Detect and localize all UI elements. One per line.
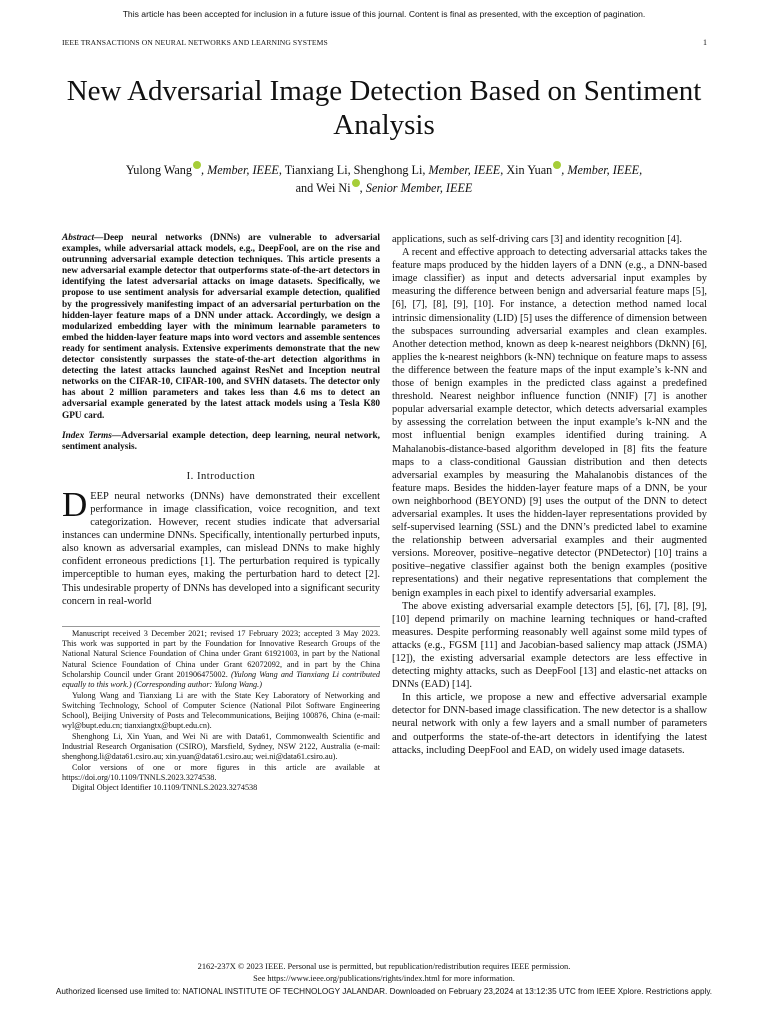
abstract-label: Abstract [62, 233, 95, 243]
footnote-manuscript [62, 629, 380, 691]
running-header-journal: IEEE TRANSACTIONS ON NEURAL NETWORKS AND LEARNING SYSTEMS [62, 38, 328, 47]
index-terms [62, 431, 380, 453]
author-name: and Wei Ni [295, 181, 351, 195]
body-paragraph: applications, such as self-driving cars [3] and identity recognition [4]. [392, 234, 682, 245]
paper-title: New Adversarial Image Detection Based on Sentiment Analysis [66, 75, 702, 141]
copyright-notice [0, 961, 768, 984]
index-terms-label: Index Terms [62, 430, 112, 441]
abstract [62, 233, 380, 422]
author-name: Yulong Wang [125, 163, 192, 177]
license-notice: Authorized licensed use limited to: NATIONAL INSTITUTE OF TECHNOLOGY JALANDAR. Downloaded on February 23,2024 at 13:12:35 UTC from IEEE Xplore. Restrictions apply. [55, 987, 713, 996]
rights-link[interactable]: See https://www.ieee.org/publications/rights/index.html for more information. [253, 973, 515, 983]
author-name: , Tianxiang Li, Shenghong Li, [278, 163, 429, 177]
author-role: , Member, IEEE, [561, 163, 643, 177]
author-role: , Member, IEEE [201, 163, 279, 177]
copyright-line: 2162-237X © 2023 IEEE. Personal use is permitted, but republication/redistribution requires IEEE permission. [197, 962, 571, 971]
intro-text: EEP neural networks (DNNs) have demonstrated their excellent performance in image classification, voice recognition, and text categorization. However, recent studies indicate that adversarial instances can undermine DNNs. Specifically, intentionally perturbed inputs, also known as adversarial examples, can mislead DNNs to make highly confident erroneous predictions [1]. The perturbation required is typically imperceptible to human eyes, making the perturbation hard to detect [2]. This undesirable property of DNNs has developed into a significant security concern in real-world [62, 490, 380, 607]
author-name: , Xin Yuan [500, 163, 553, 177]
index-terms-text: —Adversarial example detection, deep learning, neural network, sentiment analysis. [62, 430, 380, 452]
abstract-text: —Deep neural networks (DNNs) are vulnerable to adversarial examples, while adversarial attack models, e.g., DeepFool, are on the rise and outrunning adversarial example detection techniques. This article presents a new adversarial example detector that outperforms state-of-the-art detectors in identifying the latest adversarial attacks on image datasets. Specifically, we propose to use sentiment analysis for adversarial example detection, qualified by the progressively manifesting impact of an adversarial perturbation on the hidden-layer feature maps of a DNN under attack. Accordingly, we design a modularized embedding layer with the minimum learnable parameters to embed the hidden-layer feature maps into word vectors and assemble sentences ready for sentiment analysis. Extensive experiments demonstrate that the new detector consistently surpasses the state-of-the-art detection algorithms in detecting the latest attacks launched against ResNet and Inception neutral networks on the CIFAR-10, CIFAR-100, and SVHN datasets. The detector only has about 2 million parameters and takes less than 4.6 ms to detect an adversarial example generated by the latest attack models using a Tesla K80 GPU card. [62, 233, 380, 421]
page-number: 1 [703, 38, 707, 47]
body-paragraph: A recent and effective approach to detecting adversarial attacks takes the feature maps produced by the hidden layers of a DNN (e.g., a DNN-based image classifier) as input and detects adversarial input examples by measuring the difference between benign and adversarial feature maps [5], [6], [7], [8], [9], [10]. For instance, a detection method named local intrinsic dimensionality (LID) [5] uses the difference of dimension between the subspaces surrounding adversarial examples and clean examples. Another detection method, known as deep k-nearest neighbors (DkNN) [6], applies the k-nearest neighbors (k-NN) technique on feature maps to assess the difference between the feature maps of the input example’s k-NN and those of benign examples in the predicted class against a predefined threshold. Nearest neighbor influence function (NNIF) [7] is another popular adversarial example detector, which detects adversarial examples by assessing the correlation between the input example’s k-NN and the most influential benign examples identified during training. A Mahalanobis-distance-based algorithm developed in [8] fits the feature maps to a class-conditional Gaussian distribution and then detects adversarial examples by measuring the Mahalanobis distances of the feature maps. Besides the hidden-layer feature maps of a DNN, be your own neighborhood (BEYOND) [9] uses the output of the DNN to detect adversarial examples. It uses the hidden-layer representations provided by self-supervised learning (SSL) and the DNN’s predicted label to examine the relationship between adversarial examples and their augmented versions. Moreover, positive–negative detector (PNDetector) [10] trains a positive–negative classifier against both the benign examples (positive representations) and their negative representations that complement the benign examples in each pixel to identify adversarial examples. [392, 247, 707, 599]
footnotes [62, 626, 380, 794]
orcid-icon[interactable] [193, 161, 201, 169]
body-paragraph: The above existing adversarial example detectors [5], [6], [7], [8], [9], [10] depend primarily on machine learning techniques or hand-crafted measures. Despite performing reasonably well against some mild types of attacks (e.g., FGSM [11] and Jacobian-based saliency map attack (JSMA) [12]), the existing adversarial example detectors are less effective in detecting mighty attacks, such as DeepFool [13] and elastic-net attacks on DNNs (EAD) [14]. [392, 600, 707, 691]
footnote-text: Manuscript received 3 December 2021; revised 17 February 2023; accepted 3 May 2023. This work was supported in part by the Foundation for Innovative Research Groups of the National Natural Science Foundation of China under Grant 61921003, in part by the National Natural Science Foundation of China under Grant 62072092, and in part by the China Scholarship Council under Grant 201906475002. [62, 628, 380, 679]
footnote-affiliation-2: Shenghong Li, Xin Yuan, and Wei Ni are with Data61, Commonwealth Scientific and Industrial Research Organisation (CSIRO), Marsfield, Sydney, NSW 2122, Australia (e-mail: shenghong.li@data61.csiro.au; xin.yuan@data61.csiro.au; wei.ni@data61.csiro.au). [62, 731, 380, 762]
top-notice: This article has been accepted for inclusion in a future issue of this journal. Content is final as presented, with the exception of pagination. [122, 9, 646, 19]
right-column [392, 233, 707, 757]
orcid-icon[interactable] [352, 179, 360, 187]
author-role: Member, IEEE [428, 163, 501, 177]
footnote-doi: Digital Object Identifier 10.1109/TNNLS.2023.3274538 [72, 783, 258, 793]
drop-cap: D [62, 484, 88, 524]
footnote-affiliation-1: Yulong Wang and Tianxiang Li are with the State Key Laboratory of Networking and Switching Technology, School of Computer Science (National Pilot Software Engineering School), Beijing University of Posts and Telecommunications, Beijing 100876, China (e-mail: wyl@bupt.edu.cn; tianxiangtx@bupt.edu.cn). [62, 690, 380, 731]
author-list [50, 161, 718, 197]
footnote-text-italic: (Yulong Wang and Tianxiang Li contributed equally to this work.) (Corresponding author: Yulong Wang.) [62, 669, 380, 690]
author-role: , Senior Member, IEEE [359, 181, 473, 195]
left-column [62, 233, 380, 793]
body-paragraph: In this article, we propose a new and effective adversarial example detector for DNN-based image classification. The new detector is a shallow neural network with only a few layers and a small number of parameters and outperforms the state-of-the-art detectors in identifying the latest attacks, including DeepFool and EAD, on widely used image datasets. [392, 692, 707, 756]
footnote-color-versions: Color versions of one or more figures in this article are available at https://doi.org/10.1109/TNNLS.2023.3274538. [62, 762, 380, 782]
section-heading-introduction: I. Introduction [186, 470, 256, 482]
intro-paragraph [62, 484, 380, 608]
